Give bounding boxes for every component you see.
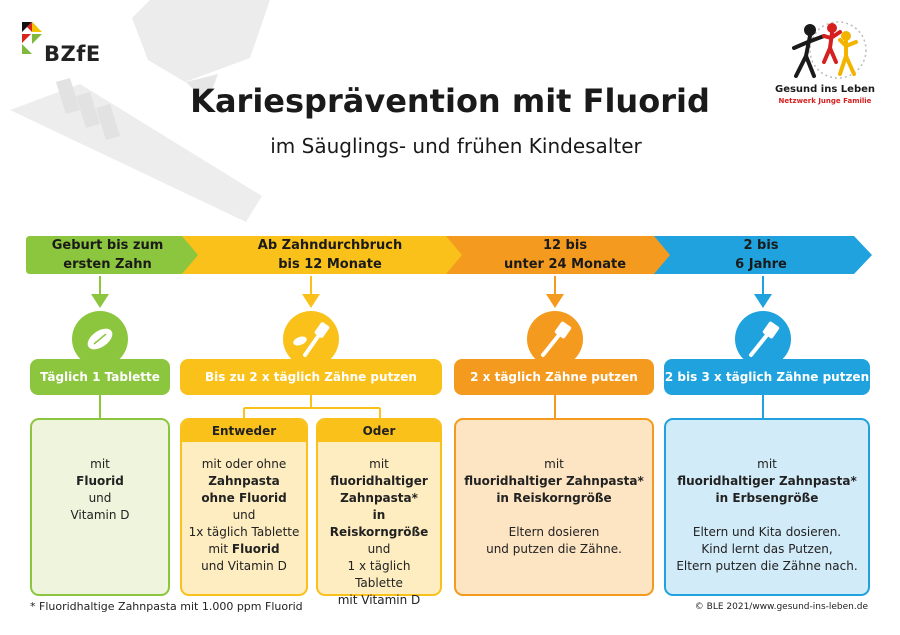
detail-text: mit oder ohne (201, 457, 287, 471)
timeline-label-stage1-line1: Geburt bis zum (51, 238, 164, 253)
detail-text: Kind lernt das Putzen, (701, 542, 833, 556)
detail-text: mit (90, 457, 110, 471)
detail-text: fluoridhaltiger Zahnpasta* (464, 474, 644, 488)
or-header: Oder (318, 420, 440, 442)
detail-text: und (232, 508, 256, 522)
detail-text: mit (544, 457, 564, 471)
timeline-label-stage4-line1: 2 bis (743, 238, 779, 253)
stage4-action-bar: 2 bis 3 x täglich Zähne putzen (664, 359, 870, 395)
detail-text (186, 541, 302, 558)
detail-text: 1x täglich Tablette (188, 525, 300, 539)
detail-text: Fluorid (76, 474, 124, 488)
detail-text: mit (208, 542, 232, 556)
timeline-label-stage1-line2: ersten Zahn (63, 257, 152, 272)
either-header: Entweder (182, 420, 306, 442)
detail-text: in Reiskorngröße (496, 491, 612, 505)
bzfe-logo-mark-icon (22, 22, 42, 54)
timeline-label-stage3 (470, 236, 660, 276)
timeline-label-stage2 (210, 236, 450, 276)
timeline-label-stage1 (30, 236, 185, 276)
timeline-label-stage4-line2: 6 Jahre (735, 257, 787, 272)
detail-text: Eltern und Kita dosieren. (692, 525, 842, 539)
timeline-label-stage3-line2: unter 24 Monate (503, 257, 627, 272)
page-subtitle: im Säuglings- und frühen Kindesalter (270, 134, 642, 158)
stage2-either-box (180, 418, 308, 596)
detail-text: Fluorid (231, 542, 280, 556)
detail-text: ohne Fluorid (201, 491, 287, 505)
family-figures-icon (780, 18, 870, 82)
detail-text: in Reiskorngröße (329, 508, 429, 539)
timeline-label-stage3-line1: 12 bis (542, 238, 588, 253)
detail-text: und (88, 491, 112, 505)
stage3-action-bar: 2 x täglich Zähne putzen (454, 359, 654, 395)
stage1-detail-box (30, 418, 170, 596)
detail-text: Zahnpasta* (340, 491, 418, 505)
timeline-label-stage4 (676, 236, 846, 276)
detail-text: Vitamin D (70, 508, 130, 522)
detail-text: in Erbsengröße (715, 491, 819, 505)
partner-logo-title: Gesund ins Leben (774, 84, 875, 95)
copyright-link[interactable]: © BLE 2021/www.gesund-ins-leben.de (694, 602, 868, 612)
detail-text: fluoridhaltiger Zahnpasta* (677, 474, 857, 488)
detail-text: mit (369, 457, 389, 471)
detail-text: Eltern dosieren (508, 525, 600, 539)
bzfe-logo-text: BZfE (44, 42, 101, 66)
timeline-label-stage2-line2: bis 12 Monate (278, 257, 382, 272)
stage2-or-box (316, 418, 442, 607)
detail-text: mit Vitamin D (337, 593, 421, 607)
stage2-action-bar: Bis zu 2 x täglich Zähne putzen (180, 359, 442, 395)
detail-text: 1 x täglich Tablette (347, 559, 411, 590)
page-title: Kariesprävention mit Fluorid (190, 82, 710, 120)
detail-text: und putzen die Zähne. (486, 542, 622, 556)
stage4-detail-box (664, 418, 870, 596)
timeline-label-stage2-line1: Ab Zahndurchbruch (257, 238, 403, 253)
detail-text: und (367, 542, 391, 556)
bzfe-logo (22, 22, 102, 66)
detail-text: und Vitamin D (201, 559, 287, 573)
stage1-action-bar: Täglich 1 Tablette (30, 359, 170, 395)
detail-text: Zahnpasta (208, 474, 280, 488)
stage3-detail-box (454, 418, 654, 596)
detail-text: fluoridhaltiger (330, 474, 428, 488)
footnote: * Fluoridhaltige Zahnpasta mit 1.000 ppm Fluorid (30, 600, 303, 613)
detail-text: Eltern putzen die Zähne nach. (676, 559, 858, 573)
detail-text: mit (757, 457, 777, 471)
partner-logo-subtitle: Netzwerk Junge Familie (778, 97, 872, 105)
